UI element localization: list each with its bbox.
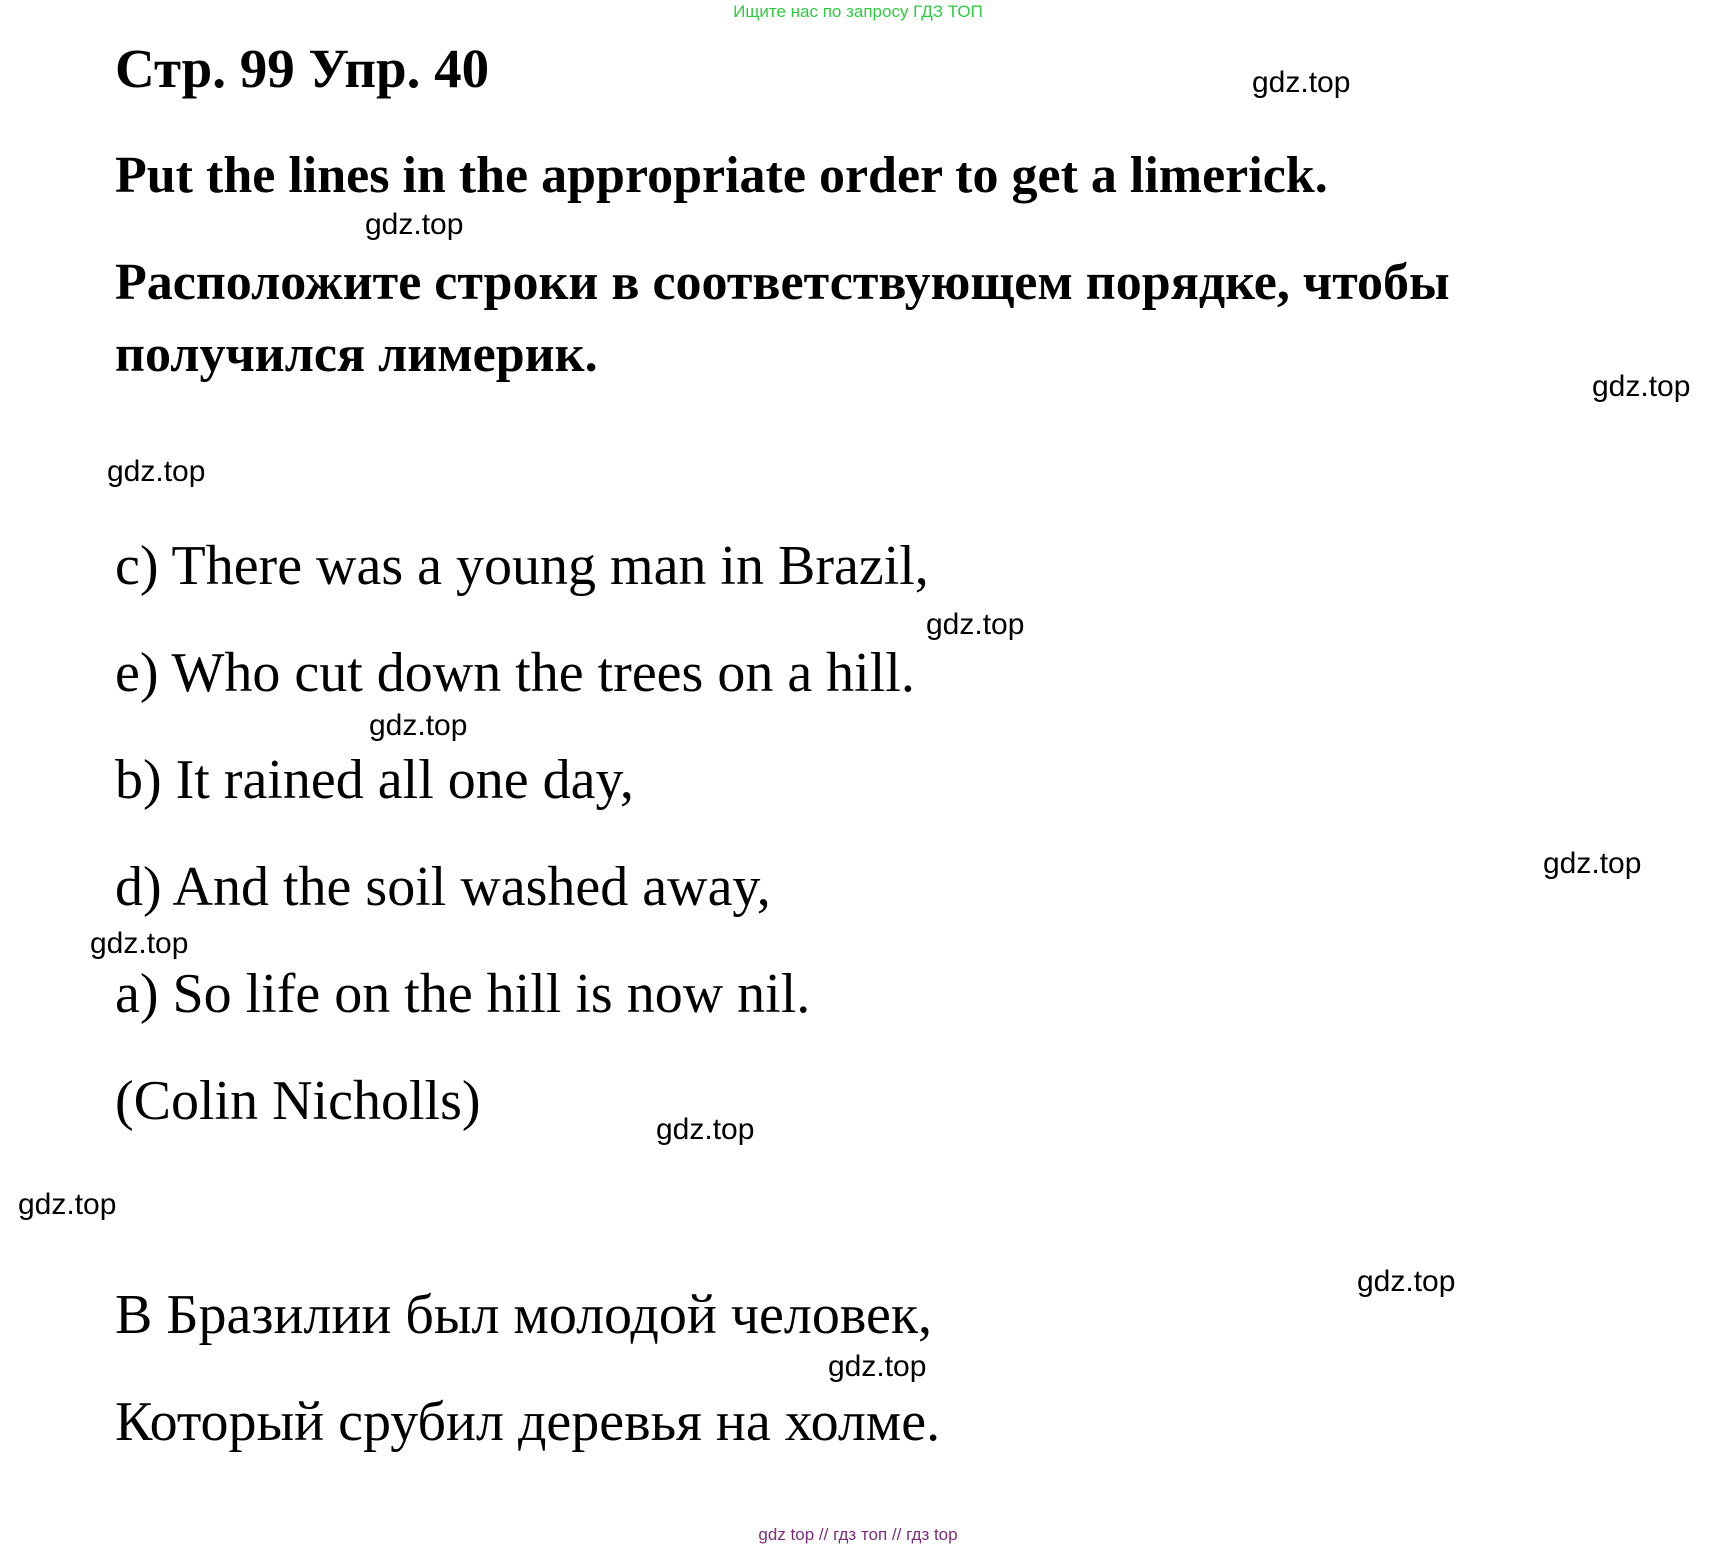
watermark: gdz.top <box>828 1350 927 1383</box>
top-banner: Ищите нас по запросу ГДЗ ТОП <box>733 2 983 21</box>
limerick-line-d: d) And the soil washed away, <box>115 856 771 918</box>
watermark: gdz.top <box>369 709 468 742</box>
limerick-line-a: a) So life on the hill is now nil. <box>115 963 811 1025</box>
watermark: gdz.top <box>90 927 189 960</box>
limerick-line-b: b) It rained all one day, <box>115 749 634 811</box>
task-russian: Расположите строки в соответствующем порядке, чтобы получился лимерик. <box>115 254 1450 383</box>
watermark: gdz.top <box>107 455 206 488</box>
task-english: Put the lines in the appropriate order to get a limerick. <box>115 147 1328 204</box>
watermark: gdz.top <box>1592 370 1691 403</box>
limerick-author: (Colin Nicholls) <box>115 1070 481 1132</box>
watermark: gdz.top <box>1543 847 1642 880</box>
translation-line-2: Который срубил деревья на холме. <box>115 1391 941 1453</box>
limerick-line-e: e) Who cut down the trees on a hill. <box>115 642 915 704</box>
watermark: gdz.top <box>1357 1265 1456 1298</box>
watermark: gdz.top <box>656 1113 755 1146</box>
footer-links: gdz top // гдз топ // гдз top <box>758 1525 958 1544</box>
watermark: gdz.top <box>365 208 464 241</box>
watermark: gdz.top <box>18 1188 117 1221</box>
watermark: gdz.top <box>1252 66 1351 99</box>
translation-line-1: В Бразилии был молодой человек, <box>115 1284 933 1346</box>
page-title: Стр. 99 Упр. 40 <box>115 38 490 99</box>
watermark: gdz.top <box>926 608 1025 641</box>
limerick-line-c: c) There was a young man in Brazil, <box>115 535 929 597</box>
